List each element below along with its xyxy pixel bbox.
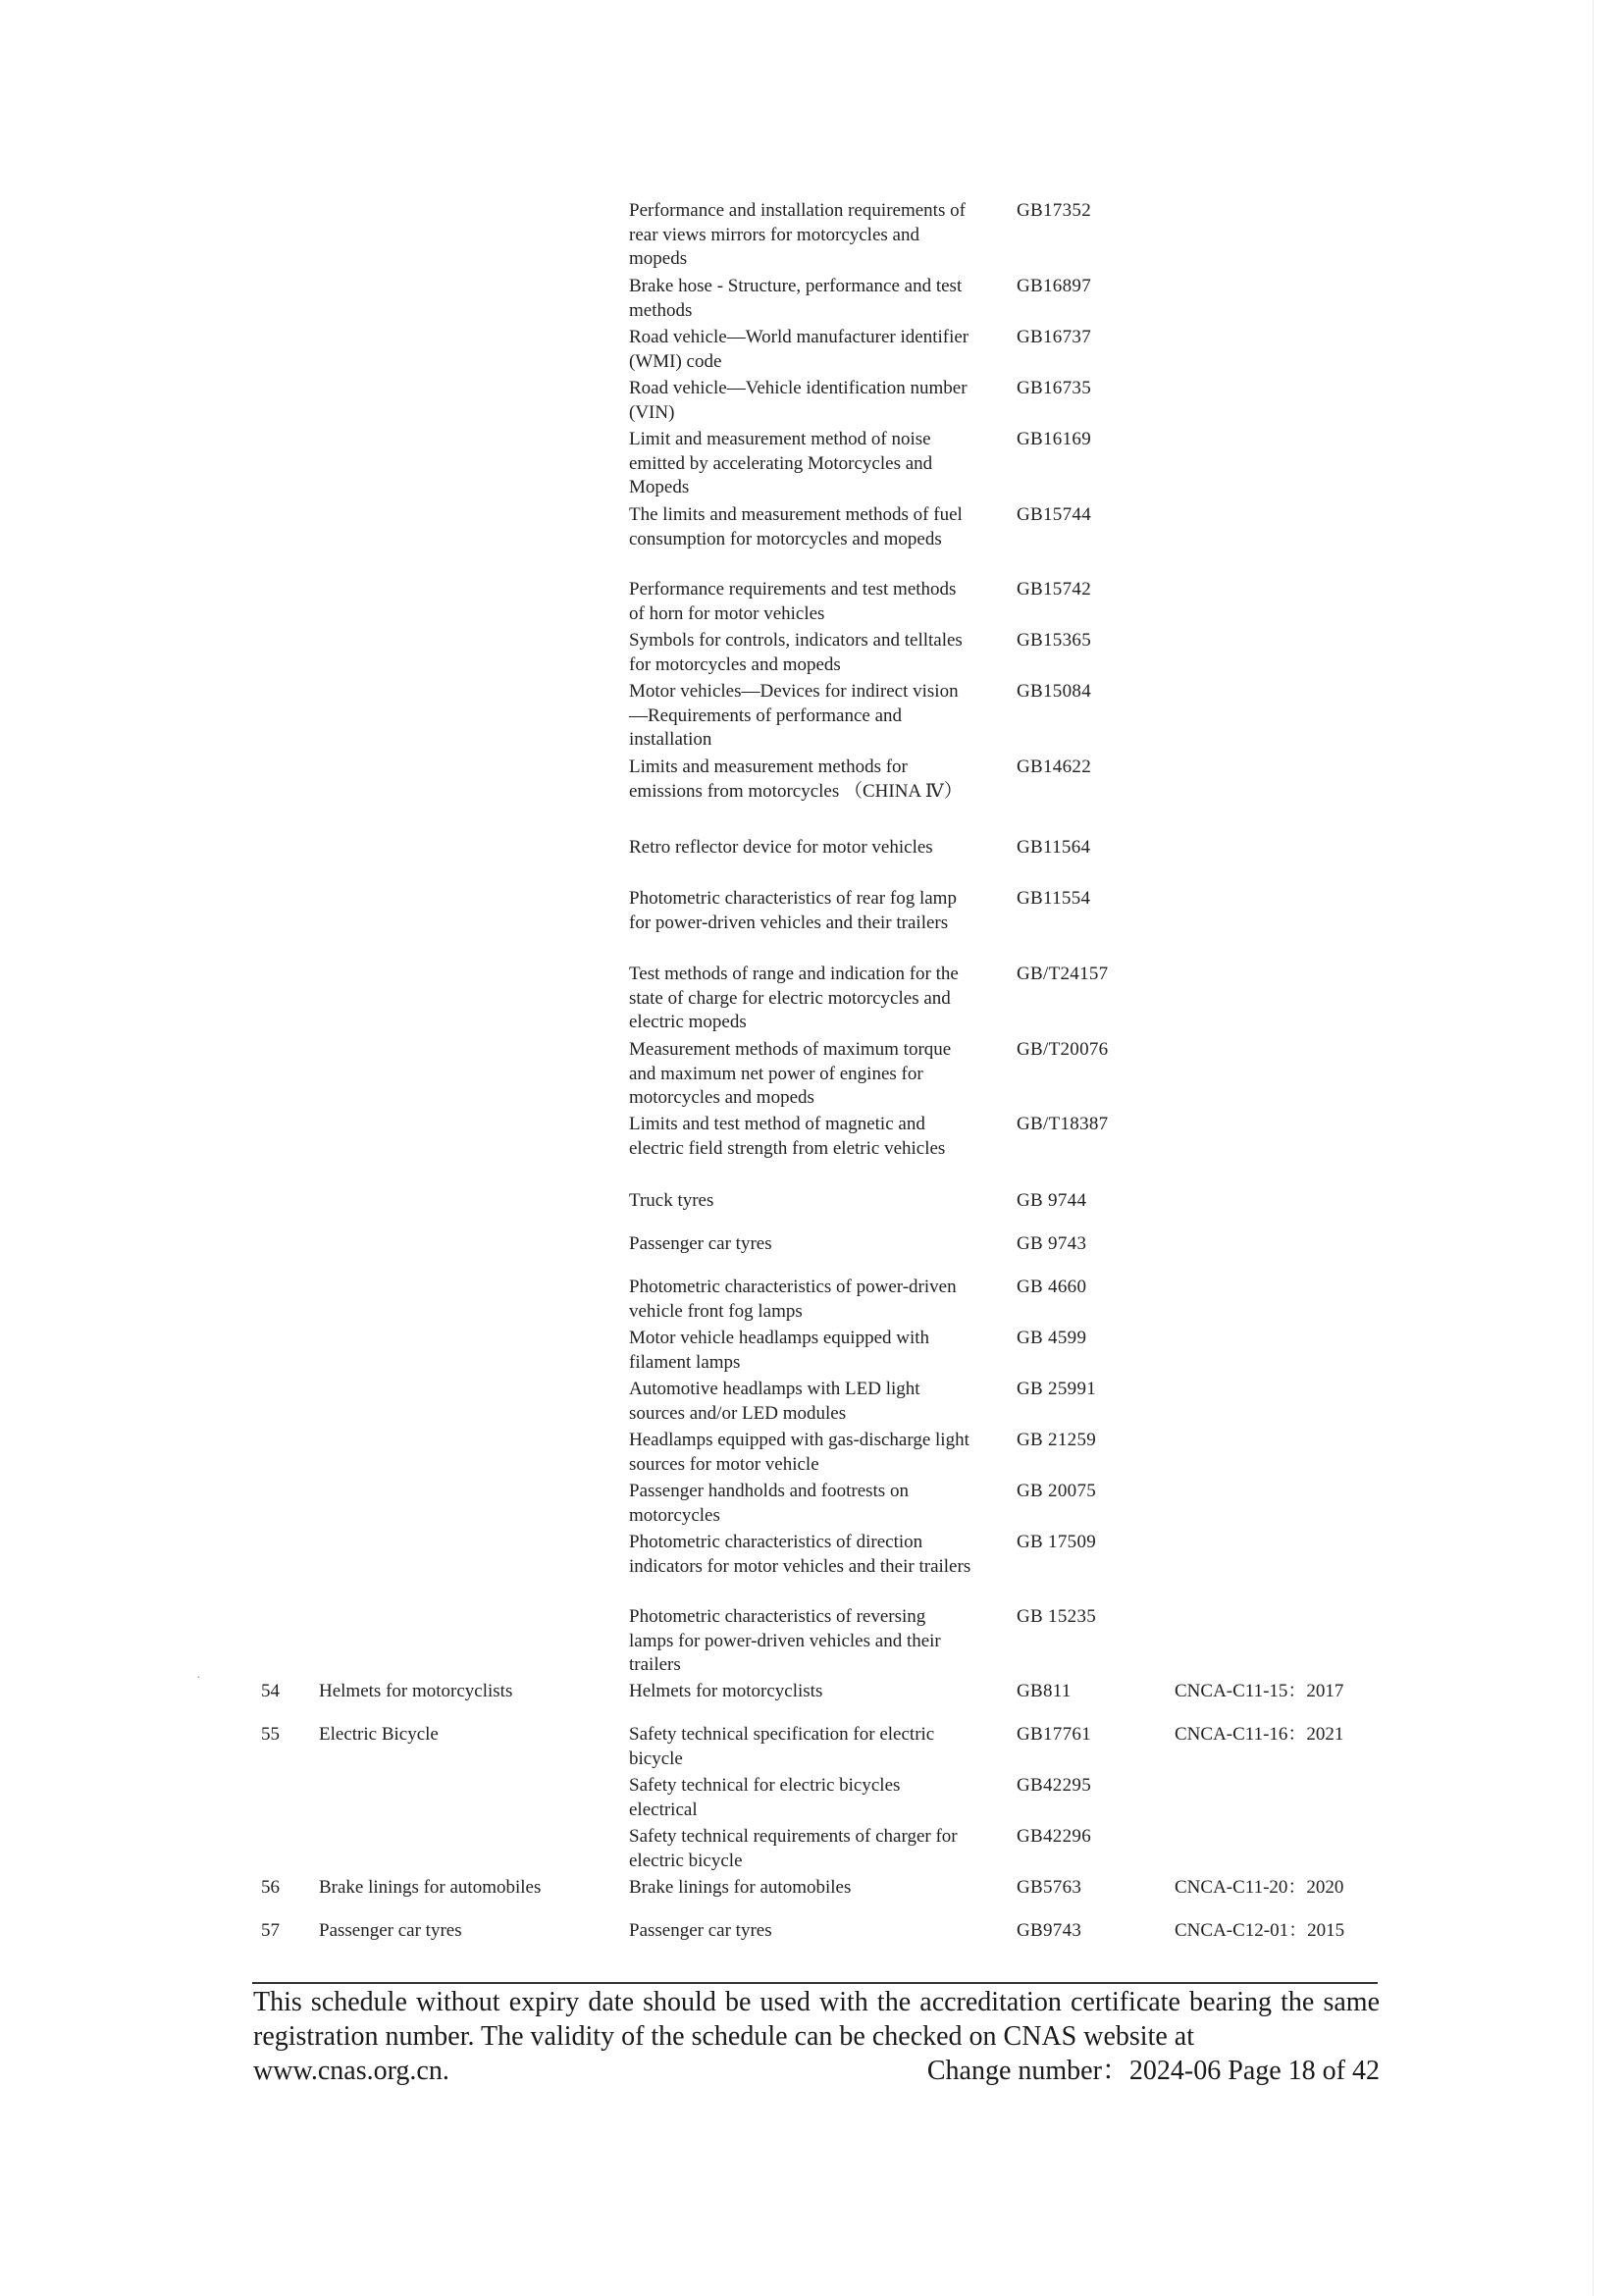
footer-text: This schedule without expiry date should be used with the accreditation certificate bearing the same registration number. The validity of the schedule can be checked on CNAS website at	[253, 1987, 1380, 2052]
standard-title: Automotive headlamps with LED light sources and/or LED modules	[629, 1379, 920, 1424]
standard-code: GB 4599	[1017, 1328, 1087, 1348]
standard-code: GB 17509	[1017, 1532, 1097, 1552]
standard-title: Photometric characteristics of rear fog lamp for power-driven vehicles and their trailers	[629, 888, 957, 933]
standard-code: GB42295	[1017, 1775, 1091, 1796]
scan-mark: ·	[196, 1671, 201, 1686]
standard-title: Retro reflector device for motor vehicles	[629, 837, 933, 858]
standard-title: Passenger car tyres	[629, 1233, 772, 1254]
standard-code: GB15742	[1017, 579, 1091, 600]
standard-code: GB11554	[1017, 888, 1091, 909]
standard-code: GB15744	[1017, 504, 1091, 525]
row-number: 54	[261, 1681, 280, 1701]
standard-title: Passenger car tyres	[629, 1920, 772, 1941]
standard-title: Performance requirements and test methods of horn for motor vehicles	[629, 579, 957, 624]
product-name: Electric Bicycle	[319, 1724, 439, 1745]
standard-title: Motor vehicles—Devices for indirect vision—Requirements of performance and installation	[629, 681, 959, 750]
standard-title: The limits and measurement methods of fuel consumption for motorcycles and mopeds	[629, 504, 963, 549]
standard-code: GB 9744	[1017, 1190, 1087, 1211]
standard-code: GB9743	[1017, 1920, 1082, 1941]
standard-code: GB16169	[1017, 429, 1091, 449]
certification-rule: CNCA-C11-15：2017	[1175, 1681, 1344, 1701]
standard-code: GB15084	[1017, 681, 1091, 702]
standard-code: GB 4660	[1017, 1277, 1087, 1297]
standard-code: GB/T24157	[1017, 964, 1109, 984]
standard-title: Brake linings for automobiles	[629, 1877, 852, 1898]
standard-code: GB/T20076	[1017, 1039, 1109, 1060]
certification-rule: CNCA-C12-01：2015	[1175, 1920, 1345, 1941]
standard-code: GB17352	[1017, 200, 1091, 221]
standard-code: GB 21259	[1017, 1430, 1097, 1450]
standard-code: GB17761	[1017, 1724, 1091, 1745]
certification-rule: CNCA-C11-16：2021	[1175, 1724, 1344, 1745]
standard-title: Motor vehicle headlamps equipped with filament lamps	[629, 1328, 930, 1373]
standard-code: GB811	[1017, 1681, 1072, 1701]
standard-code: GB42296	[1017, 1826, 1091, 1847]
standard-title: Road vehicle—World manufacturer identifier (WMI) code	[629, 327, 969, 372]
standard-code: GB 9743	[1017, 1233, 1087, 1254]
standard-title: Helmets for motorcyclists	[629, 1681, 823, 1701]
standard-code: GB5763	[1017, 1877, 1082, 1898]
standard-title: Truck tyres	[629, 1190, 714, 1211]
standard-title: Photometric characteristics of power-driven vehicle front fog lamps	[629, 1277, 957, 1322]
standard-title: Photometric characteristics of reversing lamps for power-driven vehicles and their trailers	[629, 1606, 941, 1675]
standard-title: Brake hose - Structure, performance and test methods	[629, 276, 963, 321]
standard-title: Limits and measurement methods for emissions from motorcycles （CHINA Ⅳ）	[629, 757, 963, 802]
row-number: 57	[261, 1920, 280, 1941]
standard-code: GB 25991	[1017, 1379, 1097, 1399]
product-name: Brake linings for automobiles	[319, 1877, 542, 1898]
standard-code: GB11564	[1017, 837, 1091, 858]
footer-note	[253, 1985, 1380, 2088]
standard-title: Limits and test method of magnetic and electric field strength from eletric vehicles	[629, 1114, 946, 1159]
product-name: Helmets for motorcyclists	[319, 1681, 513, 1701]
standard-title: Symbols for controls, indicators and telltales for motorcycles and mopeds	[629, 630, 963, 675]
product-name: Passenger car tyres	[319, 1920, 462, 1941]
standard-title: Passenger handholds and footrests on motorcycles	[629, 1481, 909, 1526]
standard-title: Measurement methods of maximum torque and maximum net power of engines for motorcycles and mopeds	[629, 1039, 952, 1108]
standard-code: GB16737	[1017, 327, 1091, 347]
standard-title: Road vehicle—Vehicle identification number (VIN)	[629, 378, 968, 423]
row-number: 56	[261, 1877, 280, 1898]
standard-title: Safety technical requirements of charger for electric bicycle	[629, 1826, 958, 1871]
standard-code: GB/T18387	[1017, 1114, 1109, 1134]
standard-title: Headlamps equipped with gas-discharge light sources for motor vehicle	[629, 1430, 969, 1475]
standard-code: GB16735	[1017, 378, 1091, 398]
footer-last-line	[253, 2054, 1380, 2088]
standard-code: GB 15235	[1017, 1606, 1097, 1627]
standard-title: Safety technical specification for electric bicycle	[629, 1724, 935, 1769]
standard-title: Limit and measurement method of noise emitted by accelerating Motorcycles and Mopeds	[629, 429, 933, 497]
page-edge	[1593, 0, 1594, 2296]
standard-code: GB15365	[1017, 630, 1091, 651]
standard-code: GB14622	[1017, 757, 1091, 777]
certification-rule: CNCA-C11-20：2020	[1175, 1877, 1344, 1898]
footer-page-info: Change number：2024-06 Page 18 of 42	[926, 2056, 1380, 2086]
standard-title: Test methods of range and indication for the state of charge for electric motorcycles and electric mopeds	[629, 964, 959, 1032]
row-number: 55	[261, 1724, 280, 1745]
standard-title: Safety technical for electric bicycles electrical	[629, 1775, 901, 1820]
footer-divider	[252, 1982, 1378, 1984]
standard-title: Photometric characteristics of direction indicators for motor vehicles and their trailers	[629, 1532, 971, 1577]
footer-website: www.cnas.org.cn.	[253, 2056, 449, 2086]
standard-code: GB 20075	[1017, 1481, 1097, 1501]
standard-title: Performance and installation requirements of rear views mirrors for motorcycles and mopeds	[629, 200, 966, 269]
standard-code: GB16897	[1017, 276, 1091, 296]
